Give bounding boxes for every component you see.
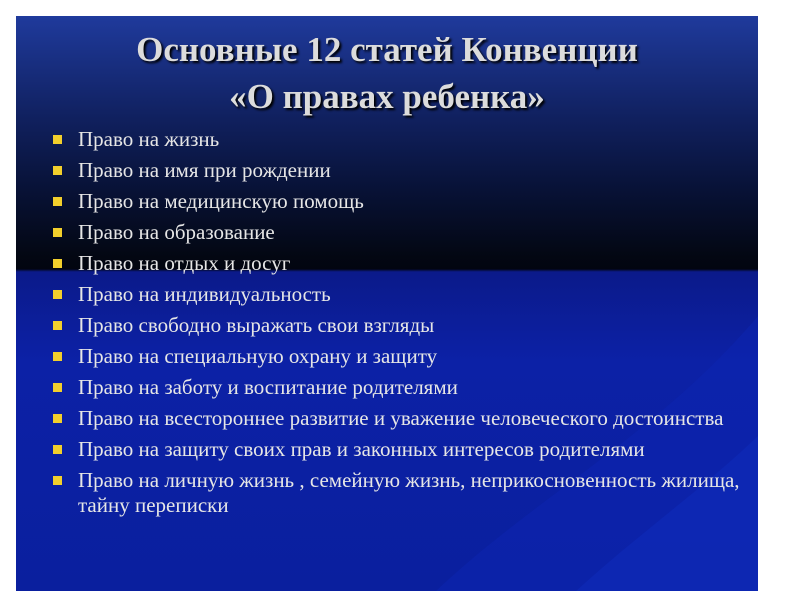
list-item: [42, 468, 742, 518]
title-line-1: Основные 12 статей Конвенции: [136, 30, 638, 69]
list-item-text: Право на индивидуальность: [78, 282, 331, 306]
list-item: [42, 251, 742, 276]
slide: [16, 16, 758, 591]
bullet-icon: [53, 414, 62, 423]
list-item-text: Право на медицинскую помощь: [78, 189, 364, 213]
list-item: [42, 158, 742, 183]
list-item-text: Право свободно выражать свои взгляды: [78, 313, 435, 337]
list-item: [42, 313, 742, 338]
list-item-text: Право на всестороннее развитие и уважение человеческого достоинства: [78, 406, 724, 430]
list-item: [42, 282, 742, 307]
bullet-icon: [53, 476, 62, 485]
list-item-text: Право на личную жизнь , семейную жизнь, неприкосновенность жилища, тайну переписки: [78, 468, 740, 517]
rights-list: [42, 127, 742, 524]
slide-title: [16, 26, 758, 120]
list-item: [42, 344, 742, 369]
list-item: [42, 220, 742, 245]
bullet-icon: [53, 383, 62, 392]
bullet-icon: [53, 259, 62, 268]
list-item-text: Право на образование: [78, 220, 275, 244]
bullet-icon: [53, 135, 62, 144]
list-item-text: Право на заботу и воспитание родителями: [78, 375, 458, 399]
list-item-text: Право на специальную охрану и защиту: [78, 344, 438, 368]
bullet-icon: [53, 228, 62, 237]
list-item-text: Право на имя при рождении: [78, 158, 331, 182]
list-item: [42, 189, 742, 214]
bullet-icon: [53, 166, 62, 175]
bullet-icon: [53, 445, 62, 454]
bullet-icon: [53, 352, 62, 361]
list-item: [42, 437, 742, 462]
list-item: [42, 406, 742, 431]
list-item-text: Право на жизнь: [78, 127, 220, 151]
bullet-icon: [53, 197, 62, 206]
list-item-text: Право на отдых и досуг: [78, 251, 291, 275]
title-line-2: «О правах ребенка»: [229, 77, 545, 116]
list-item: [42, 127, 742, 152]
bullet-icon: [53, 321, 62, 330]
list-item-text: Право на защиту своих прав и законных интересов родителями: [78, 437, 645, 461]
bullet-icon: [53, 290, 62, 299]
list-item: [42, 375, 742, 400]
